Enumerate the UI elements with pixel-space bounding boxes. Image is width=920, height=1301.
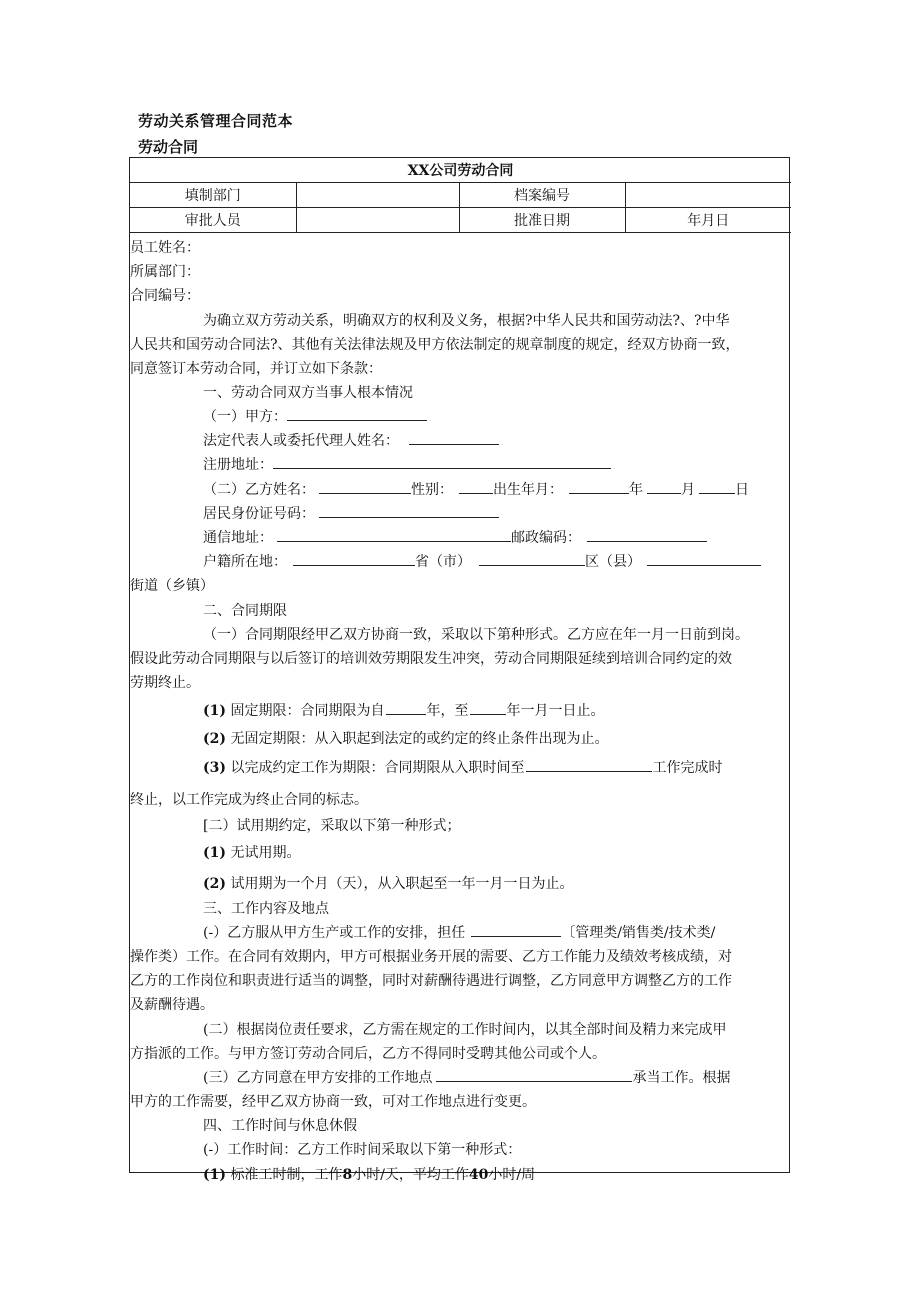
document-title: 劳动关系管理合同范本 [138, 112, 294, 130]
legal-rep-label: 法定代表人或委托代理人姓名： [203, 433, 399, 449]
task-term-end: 工作完成时 [652, 760, 723, 776]
department-line: 所属部门： [130, 264, 200, 280]
mail-address-line [130, 526, 789, 550]
approval-date-value: 年月日 [625, 208, 791, 233]
hours-per-week: 40 [468, 1167, 489, 1183]
position-types: 〔管理类/销售类/技术类/ [561, 925, 716, 941]
open-term-line [130, 727, 789, 751]
work-location-line-1 [130, 1066, 789, 1090]
province-blank [293, 551, 415, 566]
hours-per-week-unit: 小时/周 [488, 1167, 536, 1183]
file-number-label: 档案编号 [459, 183, 625, 208]
contract-number-line: 合同编号： [130, 288, 200, 304]
hours-per-day-unit: 小时/天，平均工作 [352, 1167, 469, 1183]
postcode-blank [587, 527, 707, 542]
id-number-blank [319, 503, 499, 518]
table-row [130, 208, 791, 233]
probation-period-text: 试用期为一个月（天），从入职起至一年一月一日为止。 [230, 876, 574, 892]
duty-line-2: 方指派的工作。与甲方签订劳动合同后，乙方不得同时受聘其他公司或个人。 [130, 1046, 606, 1062]
registered-address-line [130, 453, 789, 477]
open-term-text: 无固定期限：从入职起到法定的或约定的终止条件出现为止。 [230, 731, 609, 747]
approval-date-label: 批准日期 [459, 208, 625, 233]
contract-header-table [130, 158, 791, 233]
birth-year-unit: 年 [629, 482, 643, 498]
filling-dept-value [296, 183, 459, 208]
gender-label: 性别： [411, 482, 453, 498]
legal-rep-blank [409, 430, 499, 445]
standard-hours-text: 标准工时制，工作 [230, 1167, 343, 1183]
street-line: 街道（乡镇） [130, 578, 214, 594]
task-term-line [130, 756, 789, 780]
preamble-line-2: 人民共和国劳动合同法?、其他有关法律法规及甲方依法制定的规章制度的规定，经双方协商一致， [130, 337, 740, 353]
postcode-label: 邮政编码： [511, 530, 581, 546]
registered-address-blank [273, 454, 611, 469]
id-number-label: 居民身份证号码： [203, 506, 315, 522]
position-blank [471, 922, 561, 937]
fixed-term-start-blank [386, 700, 426, 715]
filling-dept-label: 填制部门 [130, 183, 296, 208]
term-line-3: 劳期终止。 [130, 675, 200, 691]
section-1-heading: 一、劳动合同双方当事人根本情况 [203, 385, 413, 401]
party-a-line [130, 405, 789, 429]
district-blank [479, 551, 585, 566]
probation-period-number: (2) [203, 876, 226, 892]
work-location-blank [436, 1067, 632, 1082]
no-probation-line [130, 841, 789, 865]
approver-label: 审批人员 [130, 208, 296, 233]
task-term-line-2: 终止，以工作完成为终止合同的标志。 [130, 792, 368, 808]
term-line-2: 假设此劳动合同期限与以后签订的培训效劳期限发生冲突，劳动合同期限延续到培训合同约定的效 [130, 651, 732, 667]
fixed-term-text: 固定期限：合同期限为自 [230, 703, 385, 719]
registered-address-label: 注册地址： [203, 457, 273, 473]
work-time-line: (-）工作时间：乙方工作时间采取以下第一种形式： [203, 1142, 522, 1158]
gender-blank [459, 479, 493, 494]
birth-month-unit: 月 [681, 482, 695, 498]
standard-hours-number: (1) [203, 1167, 226, 1183]
section-2-heading: 二、合同期限 [203, 603, 287, 619]
district-unit: 区（县） [585, 554, 641, 570]
preamble-line-1: 为确立双方劳动关系，明确双方的权利及义务，根据?中华人民共和国劳动法?、?中华 [203, 313, 730, 329]
party-b-name-blank [319, 479, 411, 494]
mail-address-label: 通信地址： [203, 530, 273, 546]
fixed-term-to: 年，至 [426, 703, 469, 719]
party-a-blank [287, 406, 427, 421]
birth-label: 出生年月： [493, 482, 563, 498]
household-line [130, 550, 789, 574]
work-location-line-2: 甲方的工作需要，经甲乙双方协商一致，可对工作地点进行变更。 [130, 1094, 536, 1110]
preamble-line-3: 同意签订本劳动合同，并订立如下条款： [130, 361, 382, 377]
birth-month-blank [647, 479, 681, 494]
province-unit: 省（市） [415, 554, 471, 570]
section-3-heading: 三、工作内容及地点 [203, 901, 329, 917]
contract-title-text: XX公司劳动合同 [407, 163, 514, 179]
party-b-name-label: （二）乙方姓名： [203, 482, 315, 498]
work-location-text: (三）乙方同意在甲方安排的工作地点 [203, 1070, 433, 1086]
task-term-text: 以完成约定工作为期限：合同期限从入职时间至 [230, 760, 525, 776]
party-a-label: （一）甲方： [203, 409, 287, 425]
no-probation-text: 无试用期。 [230, 845, 301, 861]
work-content-line-4: 及薪酬待遇。 [130, 997, 214, 1013]
approver-value [296, 208, 459, 233]
contract-title [130, 158, 791, 183]
work-content-line-1 [130, 921, 789, 945]
probation-heading: [二）试用期约定，采取以下第一种形式； [203, 818, 461, 834]
document-subtitle: 劳动合同 [138, 138, 199, 156]
fixed-term-end-blank [470, 700, 506, 715]
task-term-blank [526, 757, 652, 772]
household-label: 户籍所在地： [203, 554, 287, 570]
fixed-term-number: (1) [203, 703, 226, 719]
birth-day-unit: 日 [735, 482, 749, 498]
term-line-1: （一）合同期限经甲乙双方协商一致，采取以下第种形式。乙方应在年一月一日前到岗。 [203, 627, 749, 643]
legal-rep-line [130, 429, 789, 453]
file-number-value [625, 183, 791, 208]
hours-per-day: 8 [342, 1167, 353, 1183]
employee-name-line: 员工姓名： [130, 240, 200, 256]
duty-line-1: (二）根据岗位责任要求，乙方需在规定的工作时间内，以其全部时间及精力来完成甲 [203, 1022, 727, 1038]
work-content-line-3: 乙方的工作岗位和职责进行适当的调整，同时对薪酬待遇进行调整，乙方同意甲方调整乙方的工作 [130, 973, 732, 989]
section-4-heading: 四、工作时间与休息休假 [203, 1118, 357, 1134]
birth-year-blank [569, 479, 629, 494]
fixed-term-end: 年一月一日止。 [506, 703, 605, 719]
id-number-line [130, 502, 789, 526]
work-content-line-2: 操作类）工作。在合同有效期内，甲方可根据业务开展的需要、乙方工作能力及绩效考核成绩，对 [130, 949, 732, 965]
mail-address-blank [277, 527, 511, 542]
probation-period-line [130, 872, 789, 896]
no-probation-number: (1) [203, 845, 226, 861]
birth-day-blank [699, 479, 735, 494]
contract-frame [129, 157, 790, 1183]
work-content-text: (-）乙方服从甲方生产或工作的安排，担任 [203, 925, 466, 941]
table-row [130, 183, 791, 208]
open-term-number: (2) [203, 731, 226, 747]
task-term-number: (3) [203, 760, 226, 776]
standard-hours-line [130, 1163, 789, 1187]
fixed-term-line [130, 699, 789, 723]
street-blank [647, 551, 761, 566]
work-location-end: 承当工作。根据 [632, 1070, 731, 1086]
party-b-line [130, 478, 789, 502]
